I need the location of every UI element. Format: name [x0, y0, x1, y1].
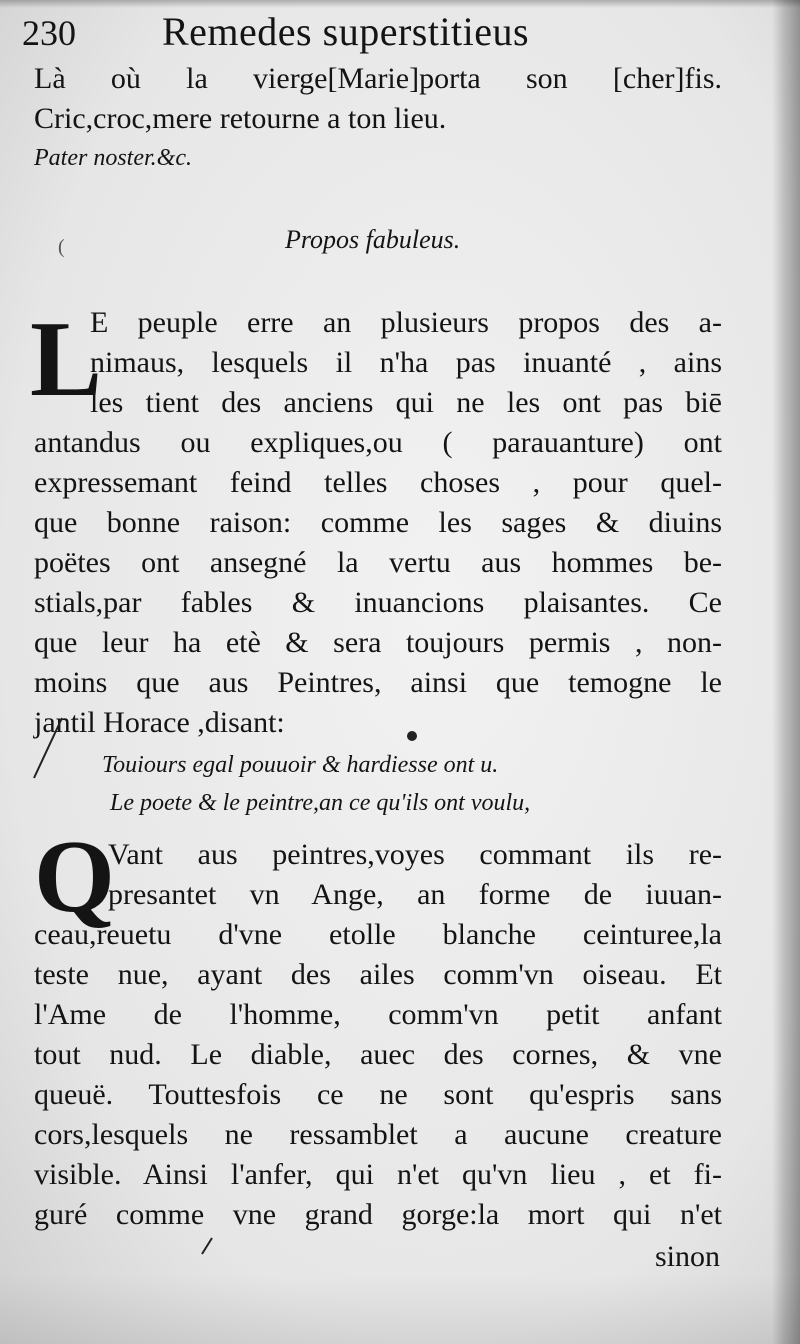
para2-line-1: Vant aus peintres,voyes commant ils re-: [108, 838, 722, 871]
page-gutter-shadow: [772, 0, 800, 1344]
para1-line-5: expressemant feind telles choses , pour quel-: [34, 466, 722, 499]
para2-line-8: cors,lesquels ne ressamblet a aucune creature: [34, 1118, 722, 1151]
verse-line-1: Touiours egal pouuoir & hardiesse ont u.: [102, 752, 499, 778]
page-bottom-shadow: [0, 1274, 800, 1344]
top-line-2: Cric,croc,mere retourne a ton lieu.: [34, 102, 447, 135]
para2-line-4: teste nue, ayant des ailes comm'vn oiseau. Et: [34, 958, 722, 991]
stray-mark: (: [58, 236, 65, 258]
para1-line-10: moins que aus Peintres, ainsi que temogne le: [34, 666, 722, 699]
para2-line-2: presantet vn Ange, an forme de iuuan-: [108, 878, 722, 911]
para2-line-3: ceau,reuetu d'vne etolle blanche ceinturee,la: [34, 918, 722, 951]
catchword: sinon: [654, 1240, 720, 1273]
para2-line-7: queuë. Touttesfois ce ne sont qu'espris sans: [34, 1078, 722, 1111]
para1-line-8: stials,par fables & inuancions plaisantes. Ce: [34, 586, 722, 619]
para1-line-2: nimaus, lesquels il n'ha pas inuanté , ains: [90, 346, 722, 379]
drop-cap-l: L: [30, 300, 103, 419]
para1-line-11: jantil Horace ,disant:: [34, 706, 285, 739]
para1-line-9: que leur ha etè & sera toujours permis , non-: [34, 626, 722, 659]
para2-line-5: l'Ame de l'homme, comm'vn petit anfant: [34, 998, 722, 1031]
ink-blot: [407, 731, 417, 741]
drop-cap-q: Q: [34, 819, 115, 934]
page-header: [22, 8, 762, 52]
para2-line-10: guré comme vne grand gorge:la mort qui n'et: [34, 1198, 722, 1231]
para1-line-3: les tient des anciens qui ne les ont pas biē: [90, 386, 722, 419]
para1-line-1: E peuple erre an plusieurs propos des a-: [90, 306, 722, 339]
para2-line-6: tout nud. Le diable, auec des cornes, & vne: [34, 1038, 722, 1071]
para1-line-7: poëtes ont ansegné la vertu aus hommes be-: [34, 546, 722, 579]
top-line-3: Pater noster.&c.: [34, 145, 192, 171]
verse-line-2: Le poete & le peintre,an ce qu'ils ont voulu,: [110, 790, 531, 816]
para1-line-6: que bonne raison: comme les sages & diuins: [34, 506, 722, 539]
top-line-1: Là où la vierge[Marie]porta son [cher]fis.: [34, 62, 722, 95]
para1-line-4: antandus ou expliques,ou ( parauanture) ont: [34, 426, 722, 459]
section-title: Propos fabuleus.: [285, 225, 461, 254]
pen-tick-mark: [200, 1236, 214, 1256]
running-title: Remedes superstitieus: [162, 9, 530, 54]
page-top-shadow: [0, 0, 800, 8]
page-number: 230: [22, 13, 76, 53]
pen-stroke-mark: [28, 712, 68, 784]
para2-line-9: visible. Ainsi l'anfer, qui n'et qu'vn lieu , et fi-: [34, 1158, 722, 1191]
